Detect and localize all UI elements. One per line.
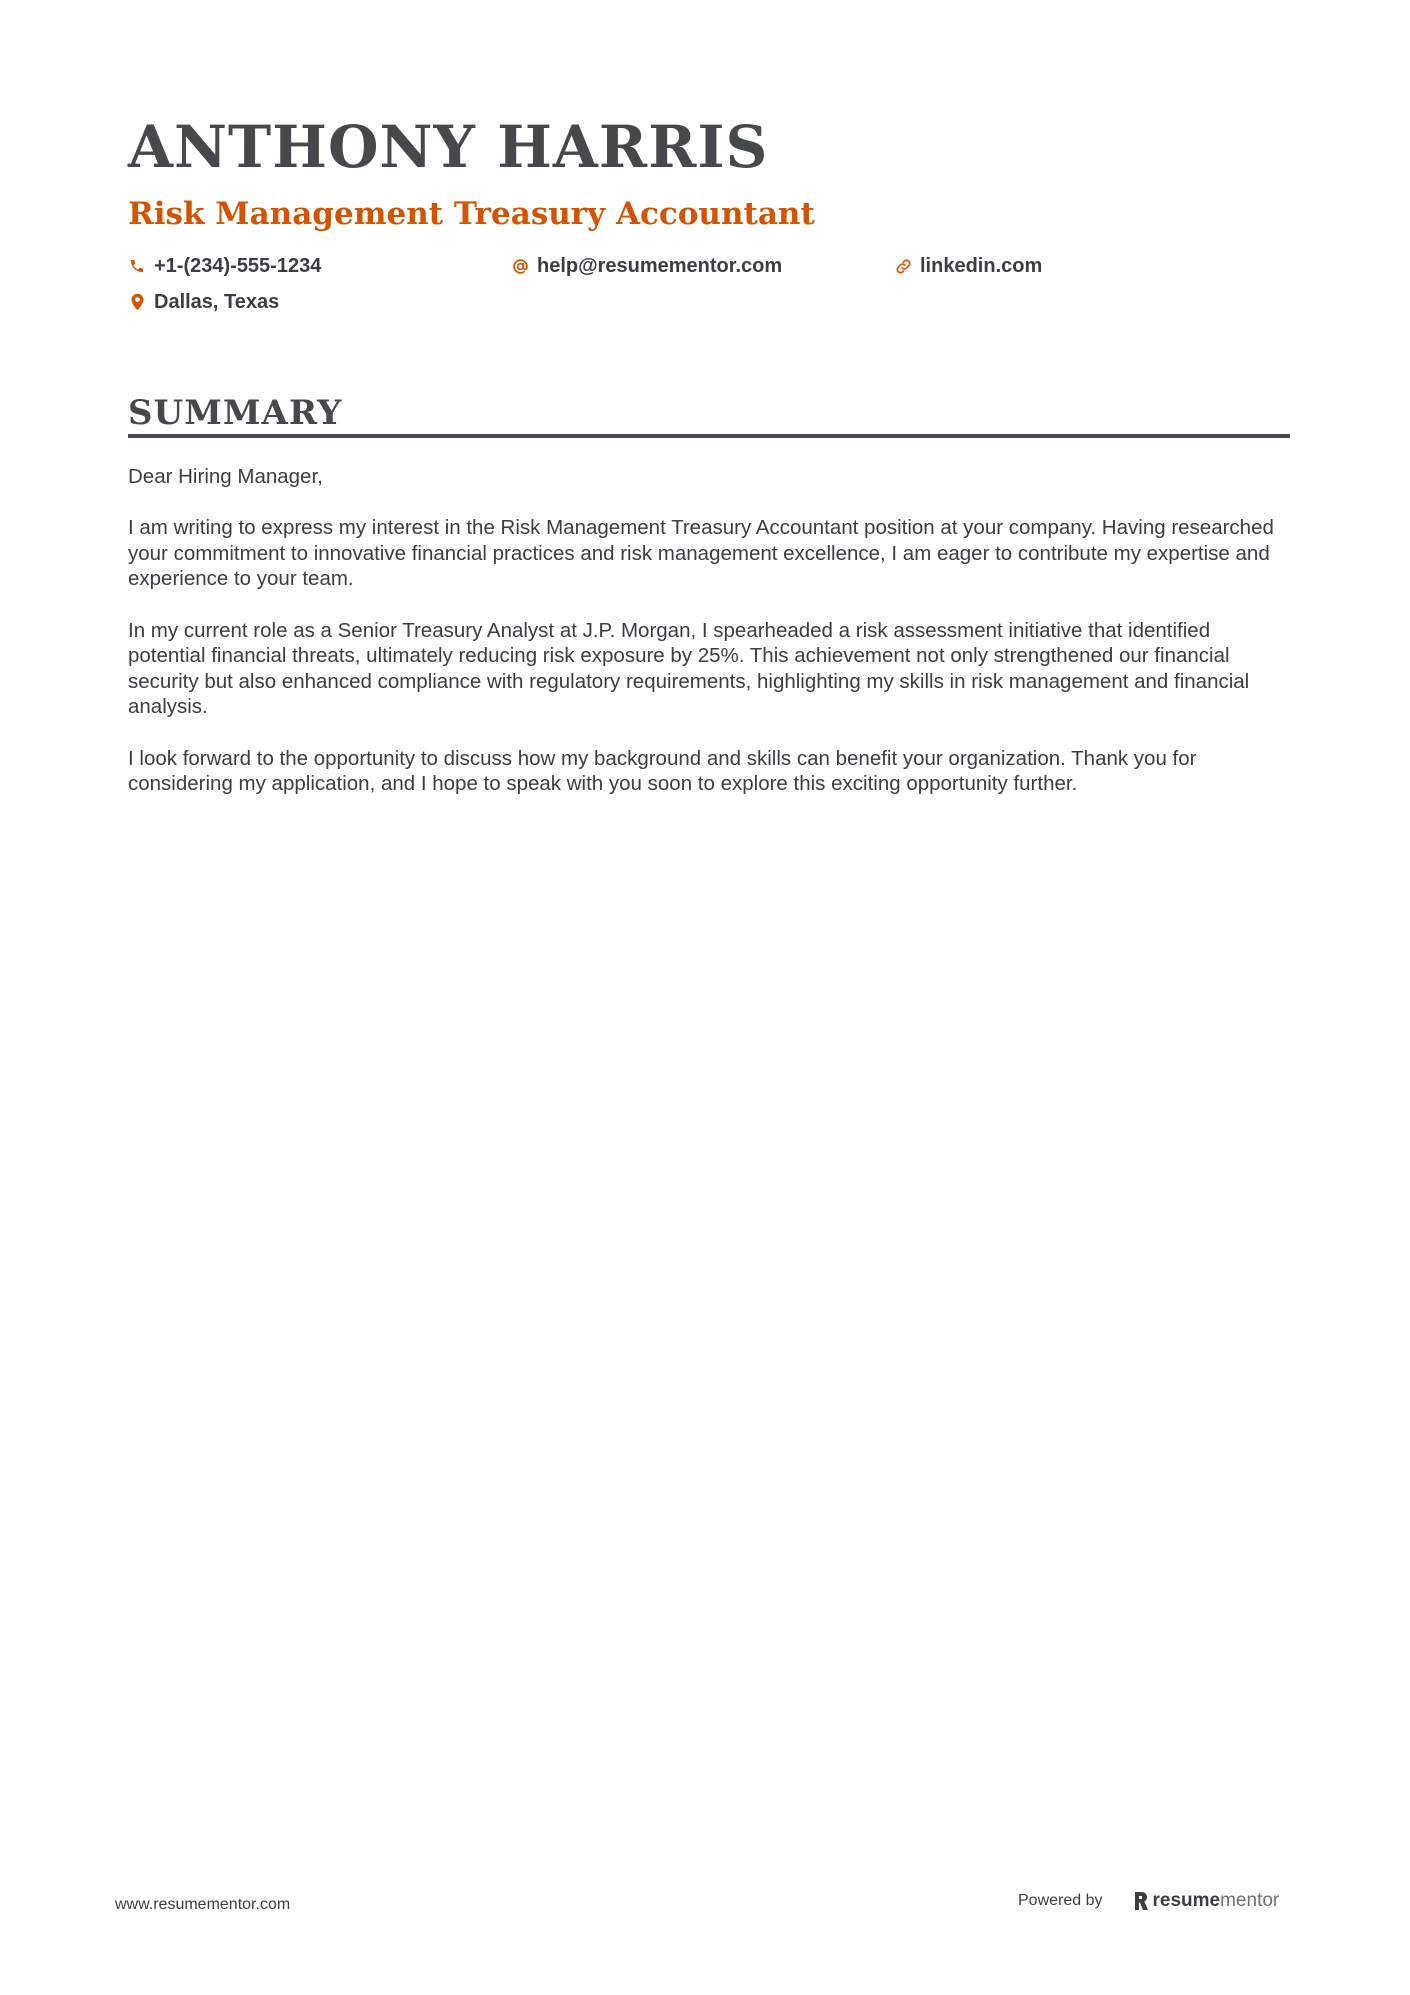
paragraph: In my current role as a Senior Treasury Analyst at J.P. Morgan, I spearheaded a risk assessment initiative that identified potential financial threats, ultimately reducing risk exposure by 25%. This achievement not only strengthened our financial security but also enhanced compliance with regulatory requirements, highlighting my skills in risk management and financial analysis.: [128, 618, 1250, 719]
resumementor-logo-icon: [1133, 1891, 1149, 1911]
contact-info: [128, 252, 1288, 318]
salutation: Dear Hiring Manager,: [128, 465, 323, 488]
email-text: help@resumementor.com: [537, 254, 783, 277]
contact-linkedin[interactable]: [894, 252, 1042, 280]
footer-website[interactable]: www.resumementor.com: [115, 1896, 291, 1913]
section-divider: [128, 434, 1290, 438]
brand-name-bold: resume: [1152, 1890, 1221, 1911]
header: [128, 112, 1288, 318]
powered-by-text: Powered by: [1018, 1892, 1103, 1909]
contact-location: [128, 288, 279, 316]
brand-logo[interactable]: [1133, 1890, 1280, 1912]
paragraph: I am writing to express my interest in the Risk Management Treasury Accountant position at your company. Having researched your commitment to innovative financial practices and risk management excellence, I am eager to contribute my expertise and experience to your team.: [128, 516, 1274, 591]
phone-icon: [128, 257, 146, 275]
location-text: Dallas, Texas: [154, 290, 280, 313]
brand-name-light: mentor: [1220, 1890, 1280, 1911]
linkedin-text: linkedin.com: [920, 254, 1043, 277]
job-title: Risk Management Treasury Accountant: [128, 196, 815, 232]
contact-email[interactable]: [511, 252, 782, 280]
section-heading: SUMMARY: [128, 393, 343, 433]
paragraph: I look forward to the opportunity to discuss how my background and skills can benefit your organization. Thank you for considering my application, and I hope to speak with you soon to explore this exciting opportunity further.: [128, 746, 1197, 796]
summary-section: [128, 392, 1290, 822]
map-pin-icon: [128, 293, 146, 311]
contact-phone: [128, 252, 321, 280]
at-sign-icon: [511, 257, 529, 275]
candidate-name: ANTHONY HARRIS: [128, 113, 769, 181]
link-icon: [894, 257, 912, 275]
footer-branding: [1018, 1890, 1279, 1912]
letter-body: [128, 464, 1290, 797]
phone-text: +1-(234)-555-1234: [154, 254, 322, 277]
